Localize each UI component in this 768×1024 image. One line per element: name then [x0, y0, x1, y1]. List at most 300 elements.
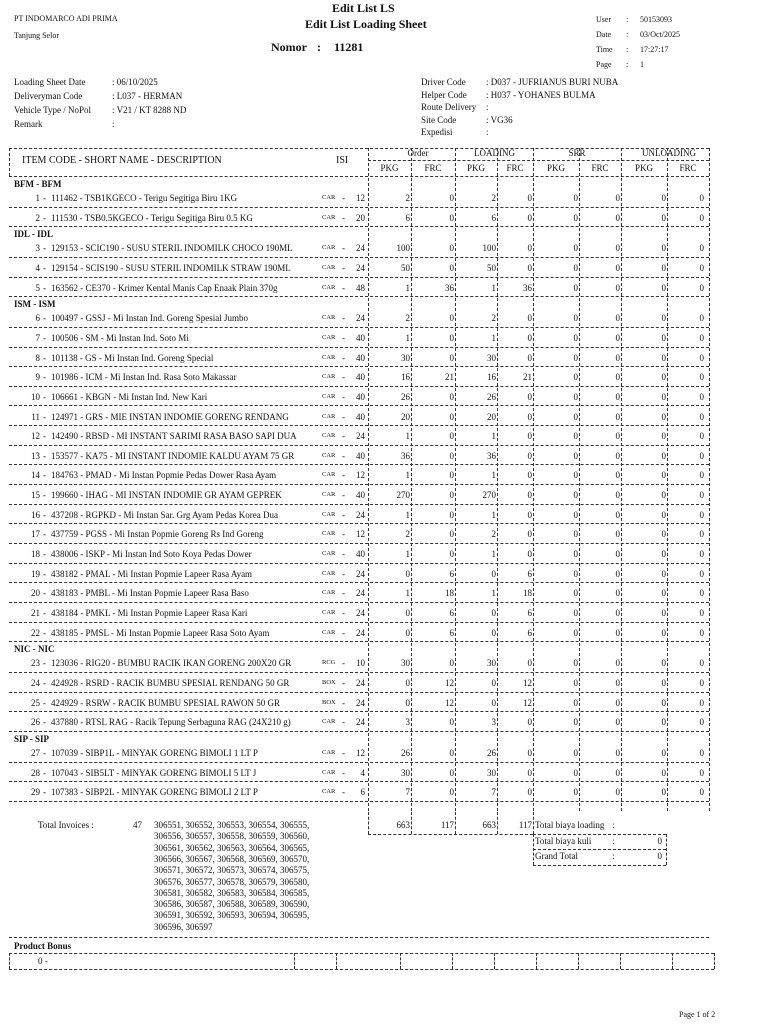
group-header: Order: [407, 148, 429, 158]
qty-cell: 30: [401, 352, 410, 363]
unit-dash: -: [342, 411, 345, 422]
qty-cell: 0: [449, 391, 454, 402]
qty-cell: 0: [615, 529, 620, 540]
row-number: 25: [31, 697, 40, 708]
qty-cell: 0: [615, 697, 620, 708]
unit-code: CAR: [322, 491, 336, 499]
item-description: 100506 - SM - Mi Instan Ind. Soto Mi: [51, 332, 189, 343]
biaya-rule: [533, 865, 666, 866]
qty-cell: 6: [527, 608, 532, 618]
item-description: 438183 - PMBL - Mi Instan Popmie Lapeer Rasa Baso: [51, 588, 249, 599]
qty-cell: 0: [527, 391, 532, 402]
sub-header: PKG: [380, 163, 399, 173]
qty-cell: 6: [449, 608, 454, 618]
meta-sep: :: [626, 15, 629, 24]
qty-cell: 0: [449, 509, 454, 520]
qty-cell: 26: [401, 747, 410, 758]
qty-cell: 1: [491, 431, 496, 442]
qty-cell: 0: [405, 677, 410, 688]
qty-cell: 0: [699, 529, 704, 540]
unit-dash: -: [342, 529, 345, 540]
qty-cell: 0: [449, 411, 454, 422]
row-number: 9: [35, 372, 40, 383]
row-number: 18: [31, 549, 40, 560]
row-dash: -: [43, 767, 46, 778]
row-rule: [9, 226, 709, 227]
meta-label: Time: [596, 45, 613, 54]
qty-cell: 6: [449, 568, 454, 579]
row-number: 8: [35, 352, 40, 363]
row-dash: -: [43, 411, 46, 422]
item-description: 438006 - ISKP - Mi Instan Ind Soto Koya Pedas Dower: [51, 549, 252, 560]
unit-dash: -: [342, 608, 345, 618]
qty-cell: 0: [615, 450, 620, 461]
item-description: 438182 - PMAL - Mi Instan Popmie Lapeer Rasa Ayam: [51, 568, 253, 579]
qty-cell: 0: [449, 470, 454, 481]
row-rule: [9, 523, 709, 524]
biaya-divider: [533, 834, 534, 865]
row-dash: -: [43, 193, 46, 203]
qty-cell: 18: [445, 588, 454, 599]
qty-cell: 270: [396, 490, 410, 501]
qty-cell: 0: [573, 193, 578, 203]
row-rule: [9, 484, 709, 485]
info-label: Vehicle Type / NoPol: [14, 105, 91, 115]
isi-value: 48: [356, 282, 365, 293]
row-dash: -: [43, 313, 46, 324]
row-number: 2: [35, 212, 40, 223]
biaya-rule: [533, 834, 666, 835]
qty-cell: 2: [491, 313, 496, 324]
isi-value: 20: [356, 212, 365, 223]
item-description: 163562 - CE370 - Krimer Kental Manis Cap Enaak Plain 370g: [51, 282, 278, 293]
qty-cell: 0: [615, 658, 620, 669]
qty-cell: 0: [573, 529, 578, 540]
info-label: Remark: [14, 119, 43, 129]
sum-divider: [533, 812, 534, 834]
qty-cell: 0: [573, 747, 578, 758]
qty-cell: 0: [573, 588, 578, 599]
qty-cell: 0: [661, 677, 666, 688]
qty-cell: 0: [527, 529, 532, 540]
qty-cell: 0: [573, 411, 578, 422]
qty-cell: 0: [699, 470, 704, 481]
qty-cell: 0: [699, 411, 704, 422]
qty-cell: 0: [615, 411, 620, 422]
row-dash: -: [43, 747, 46, 758]
qty-cell: 0: [615, 677, 620, 688]
row-rule: [9, 563, 709, 564]
biaya-sep: :: [612, 851, 615, 861]
header-bottom-rule: [9, 176, 709, 177]
qty-cell: 0: [573, 787, 578, 798]
item-description: 438185 - PMSL - Mi Instan Popmie Lapeer Rasa Soto Ayam: [51, 627, 270, 638]
qty-cell: 50: [487, 262, 496, 273]
invoice-line: 306586, 306587, 306588, 306589, 306590,: [154, 899, 310, 910]
qty-cell: 0: [661, 372, 666, 383]
isi-value: 40: [356, 352, 365, 363]
row-number: 24: [31, 677, 40, 688]
nomor-value: 11281: [334, 40, 364, 54]
unit-code: CAR: [322, 194, 336, 201]
group-header-rule: [368, 160, 709, 161]
row-number: 15: [31, 490, 40, 501]
section-title: ISM - ISM: [14, 299, 56, 310]
item-description: 111530 - TSB0.5KGECO - Terigu Segitiga Biru 0.5 KG: [51, 212, 253, 223]
invoice-line: 306581, 306582, 306583, 306584, 306585,: [154, 887, 310, 898]
qty-cell: 0: [449, 313, 454, 324]
invoice-line: 306566, 306567, 306568, 306569, 306570,: [154, 853, 310, 864]
qty-cell: 0: [615, 568, 620, 579]
qty-cell: 0: [615, 282, 620, 293]
qty-cell: 0: [615, 193, 620, 203]
row-rule: [9, 327, 709, 328]
unit-code: CAR: [322, 353, 336, 361]
bonus-row-bottom: [9, 969, 714, 970]
qty-cell: 0: [573, 391, 578, 402]
unit-dash: -: [342, 717, 345, 728]
qty-cell: 0: [699, 627, 704, 638]
row-rule: [9, 207, 709, 208]
item-description: 437759 - PGSS - Mi Instan Popmie Goreng Rs Ind Goreng: [51, 529, 264, 540]
unit-code: CAR: [322, 333, 336, 341]
row-number: 16: [31, 509, 40, 520]
bonus-row: 0 -: [38, 956, 48, 966]
qty-cell: 0: [615, 431, 620, 442]
unit-code: CAR: [322, 530, 336, 538]
qty-cell: 0: [615, 549, 620, 560]
qty-cell: 270: [482, 490, 496, 501]
unit-code: CAR: [322, 748, 336, 756]
item-description: 106661 - KBGN - Mi Instan Ind. New Kari: [51, 391, 208, 402]
unit-code: CAR: [322, 510, 336, 518]
unit-code: CAR: [322, 569, 336, 577]
row-dash: -: [43, 509, 46, 520]
sum-divider: [411, 812, 412, 834]
qty-cell: 12: [523, 697, 532, 708]
group-header: SRR: [568, 148, 586, 158]
invoice-line: 306591, 306592, 306593, 306594, 306595,: [154, 910, 310, 921]
qty-cell: 0: [699, 243, 704, 254]
row-rule: [9, 801, 709, 802]
qty-cell: 0: [449, 747, 454, 758]
qty-cell: 0: [573, 352, 578, 363]
qty-cell: 12: [445, 697, 454, 708]
item-description: 438184 - PMKL - Mi Instan Popmie Lapeer Rasa Kari: [51, 608, 248, 618]
meta-value: 50153093: [640, 15, 672, 24]
meta-value: 17:27:17: [640, 45, 669, 54]
unit-dash: -: [342, 787, 345, 798]
qty-cell: 0: [573, 677, 578, 688]
qty-cell: 0: [661, 282, 666, 293]
row-rule: [9, 386, 709, 387]
qty-cell: 0: [573, 431, 578, 442]
row-number: 5: [35, 282, 40, 293]
nomor-sep: :: [317, 40, 321, 54]
meta-sep: :: [626, 30, 629, 39]
qty-cell: 0: [527, 470, 532, 481]
qty-cell: 0: [449, 658, 454, 669]
qty-cell: 30: [487, 658, 496, 669]
biaya-sep: :: [612, 835, 615, 846]
qty-cell: 16: [487, 372, 496, 383]
qty-cell: 0: [661, 568, 666, 579]
isi-value: 12: [356, 193, 365, 203]
qty-cell: 0: [527, 717, 532, 728]
qty-cell: 0: [527, 509, 532, 520]
invoice-line: 306556, 306557, 306558, 306559, 306560,: [154, 831, 310, 842]
row-rule: [9, 464, 709, 465]
branch-name: Tanjung Selor: [14, 31, 59, 40]
sum-cell: 117: [440, 820, 454, 830]
row-dash: -: [43, 549, 46, 560]
row-dash: -: [43, 787, 46, 798]
row-dash: -: [43, 372, 46, 383]
qty-cell: 0: [573, 212, 578, 223]
isi-value: 24: [356, 717, 365, 728]
sum-cell: 663: [482, 820, 496, 830]
qty-cell: 0: [615, 717, 620, 728]
qty-cell: 0: [573, 509, 578, 520]
row-rule: [9, 692, 709, 693]
qty-cell: 0: [661, 243, 666, 254]
unit-code: CAR: [322, 471, 336, 479]
item-description: 111462 - TSB1KGECO - Terigu Segitiga Biru 1KG: [51, 193, 238, 203]
qty-cell: 0: [527, 193, 532, 203]
unit-code: CAR: [322, 213, 336, 221]
unit-code: CAR: [322, 283, 336, 291]
info-label: Route Delivery: [421, 102, 477, 112]
qty-cell: 1: [491, 332, 496, 343]
qty-cell: 0: [615, 747, 620, 758]
qty-cell: 0: [449, 717, 454, 728]
qty-cell: 0: [699, 568, 704, 579]
qty-cell: 0: [615, 332, 620, 343]
qty-cell: 0: [661, 262, 666, 273]
row-rule: [9, 405, 709, 406]
row-number: 7: [35, 332, 40, 343]
left-divider: [9, 148, 10, 176]
qty-cell: 0: [661, 697, 666, 708]
qty-cell: 0: [615, 588, 620, 599]
qty-cell: 0: [615, 243, 620, 254]
info-value: : H037 - YOHANES BULMA: [486, 89, 596, 100]
biaya-value: 0: [657, 851, 662, 861]
isi-value: 4: [360, 767, 365, 778]
qty-cell: 0: [661, 431, 666, 442]
qty-cell: 0: [449, 212, 454, 223]
unit-dash: -: [342, 658, 345, 669]
qty-cell: 0: [449, 332, 454, 343]
row-number: 6: [35, 313, 40, 324]
row-dash: -: [43, 588, 46, 599]
qty-cell: 20: [401, 411, 410, 422]
unit-code: CAR: [322, 244, 336, 252]
isi-value: 40: [356, 549, 365, 560]
qty-cell: 0: [527, 332, 532, 343]
unit-dash: -: [342, 677, 345, 688]
row-rule: [9, 543, 709, 544]
qty-cell: 6: [449, 627, 454, 638]
row-rule: [9, 711, 709, 712]
qty-cell: 0: [491, 627, 496, 638]
qty-cell: 0: [449, 787, 454, 798]
info-value: : V21 / KT 8288 ND: [112, 105, 187, 115]
row-dash: -: [43, 282, 46, 293]
unit-dash: -: [342, 588, 345, 599]
qty-cell: 0: [491, 697, 496, 708]
row-number: 26: [31, 717, 40, 728]
qty-cell: 100: [396, 243, 410, 254]
qty-cell: 7: [405, 787, 410, 798]
qty-cell: 0: [527, 787, 532, 798]
isi-value: 6: [360, 787, 365, 798]
qty-cell: 0: [699, 332, 704, 343]
qty-cell: 0: [699, 282, 704, 293]
item-description: 100497 - GSSJ - Mi Instan Ind. Goreng Spesial Jumbo: [51, 313, 248, 324]
row-number: 19: [31, 568, 40, 579]
row-dash: -: [43, 352, 46, 363]
info-value: : 06/10/2025: [112, 77, 158, 87]
qty-cell: 36: [401, 450, 410, 461]
qty-cell: 0: [699, 608, 704, 618]
biaya-rule: [533, 849, 666, 850]
info-label: Expedisi: [421, 127, 453, 137]
isi-value: 40: [356, 332, 365, 343]
qty-cell: 0: [449, 549, 454, 560]
qty-cell: 0: [661, 529, 666, 540]
bonus-top-rule: [9, 937, 709, 938]
qty-cell: 0: [449, 450, 454, 461]
info-label: Loading Sheet Date: [14, 77, 86, 87]
unit-dash: -: [342, 549, 345, 560]
qty-cell: 0: [527, 658, 532, 669]
table-top-rule: [9, 148, 709, 149]
item-description: 107039 - SIBP1L - MINYAK GORENG BIMOLI 1 LT P: [51, 747, 258, 758]
total-invoices-label: Total Invoices :: [38, 820, 94, 830]
qty-cell: 0: [491, 677, 496, 688]
row-number: 11: [31, 411, 40, 422]
row-number: 29: [31, 787, 40, 798]
qty-cell: 0: [661, 391, 666, 402]
item-description: 123036 - RIG20 - BUMBU RACIK IKAN GORENG 200X20 GR: [51, 658, 292, 669]
row-dash: -: [43, 450, 46, 461]
qty-cell: 0: [573, 243, 578, 254]
meta-sep: :: [626, 45, 629, 54]
qty-cell: 0: [615, 787, 620, 798]
qty-cell: 30: [487, 352, 496, 363]
meta-value: 1: [640, 60, 644, 69]
bonus-divider: [336, 953, 337, 969]
product-bonus-title: Product Bonus: [14, 941, 72, 951]
qty-cell: 0: [527, 262, 532, 273]
qty-cell: 0: [449, 262, 454, 273]
item-description: 437880 - RTSL RAG - Racik Tepung Serbaguna RAG (24X210 g): [51, 717, 291, 728]
qty-cell: 0: [449, 243, 454, 254]
biaya-label: Total biaya kuli: [535, 835, 592, 846]
sub-header: PKG: [546, 163, 565, 173]
qty-cell: 0: [573, 697, 578, 708]
biaya-value: 0: [657, 835, 662, 846]
qty-cell: 0: [661, 747, 666, 758]
qty-cell: 26: [487, 747, 496, 758]
isi-value: 40: [356, 372, 365, 383]
biaya-sep: :: [612, 820, 615, 830]
unit-code: CAR: [322, 788, 336, 796]
qty-cell: 0: [661, 717, 666, 728]
qty-cell: 0: [527, 411, 532, 422]
invoice-line: 306551, 306552, 306553, 306554, 306555,: [154, 820, 310, 830]
qty-cell: 0: [573, 372, 578, 383]
qty-cell: 30: [401, 767, 410, 778]
row-rule: [9, 257, 709, 258]
biaya-label: Total biaya loading: [535, 820, 605, 830]
qty-cell: 0: [527, 352, 532, 363]
qty-cell: 0: [615, 490, 620, 501]
qty-cell: 0: [661, 509, 666, 520]
unit-dash: -: [342, 747, 345, 758]
meta-sep: :: [626, 60, 629, 69]
qty-cell: 2: [405, 193, 410, 203]
unit-dash: -: [342, 767, 345, 778]
bonus-divider: [494, 953, 495, 969]
qty-cell: 0: [449, 193, 454, 203]
isi-value: 12: [356, 529, 365, 540]
qty-cell: 1: [405, 470, 410, 481]
item-description: 184763 - PMAD - Mi Instan Popmie Pedas Dower Rasa Ayam: [51, 470, 277, 481]
qty-cell: 2: [405, 313, 410, 324]
info-value: :: [486, 102, 489, 112]
info-label: Helper Code: [421, 89, 467, 100]
qty-cell: 0: [699, 767, 704, 778]
qty-cell: 1: [491, 470, 496, 481]
unit-code: CAR: [322, 314, 336, 322]
sub-header: FRC: [506, 163, 524, 173]
row-dash: -: [43, 658, 46, 669]
isi-value: 24: [356, 588, 365, 599]
isi-value: 24: [356, 262, 365, 273]
qty-cell: 0: [491, 608, 496, 618]
item-description: 101138 - GS - Mi Instan Ind. Goreng Special: [51, 352, 214, 363]
info-value: : D037 - JUFRIANUS BURI NUBA: [486, 77, 619, 87]
unit-code: RCG: [322, 659, 336, 667]
qty-cell: 0: [527, 313, 532, 324]
qty-cell: 0: [527, 767, 532, 778]
qty-cell: 0: [573, 490, 578, 501]
qty-cell: 30: [487, 767, 496, 778]
info-value: : VG36: [486, 114, 513, 125]
row-number: 12: [31, 431, 40, 442]
qty-cell: 0: [699, 313, 704, 324]
unit-dash: -: [342, 568, 345, 579]
unit-dash: -: [342, 490, 345, 501]
item-description: 107383 - SIBP2L - MINYAK GORENG BIMOLI 2 LT P: [51, 787, 258, 798]
row-number: 27: [31, 747, 40, 758]
item-description: 124971 - GRS - MIE INSTAN INDOMIE GORENG RENDANG: [51, 411, 289, 422]
bonus-divider: [452, 953, 453, 969]
meta-label: User: [596, 15, 612, 24]
isi-value: 24: [356, 677, 365, 688]
sum-cell: 117: [518, 820, 532, 830]
qty-cell: 1: [491, 509, 496, 520]
qty-cell: 0: [573, 608, 578, 618]
qty-cell: 6: [527, 627, 532, 638]
unit-dash: -: [342, 193, 345, 203]
row-dash: -: [43, 697, 46, 708]
row-dash: -: [43, 391, 46, 402]
unit-code: CAR: [322, 550, 336, 558]
qty-cell: 0: [661, 767, 666, 778]
